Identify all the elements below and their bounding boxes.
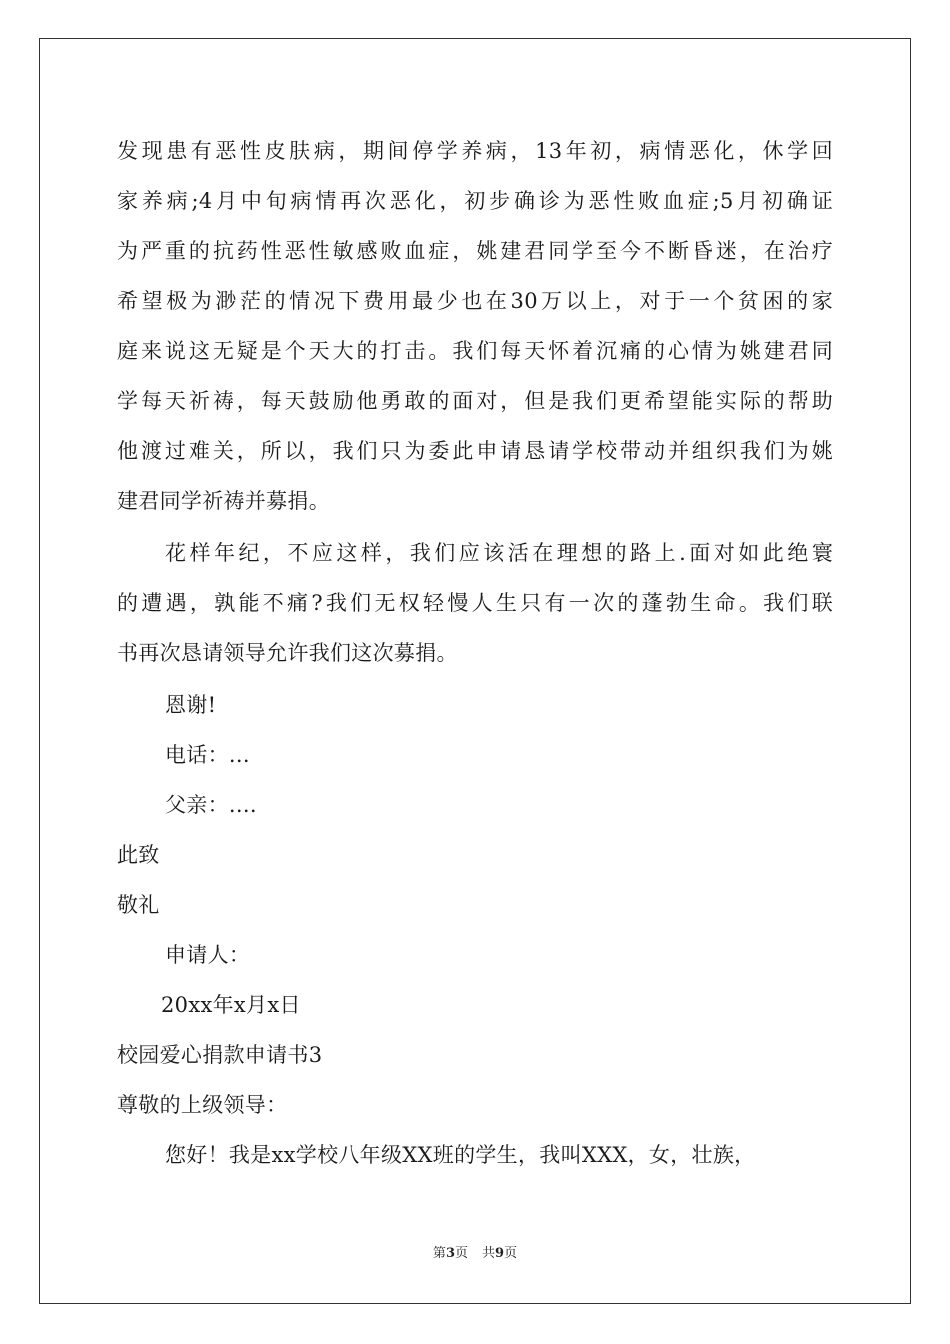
closing-line: 此致	[117, 843, 160, 867]
thanks-line: 恩谢!	[165, 693, 217, 717]
paragraph-line: 书再次恳请领导允许我们这次募捐。	[117, 641, 458, 665]
paragraph-line: 希望极为渺茫的情况下费用最少也在30万以上，对于一个贫困的家	[117, 289, 833, 313]
applicant-line: 申请人：	[165, 943, 251, 967]
paragraph-line: 学每天祈祷，每天鼓励他勇敢的面对，但是我们更希望能实际的帮助	[117, 389, 833, 413]
current-page-number: 3	[445, 1246, 455, 1261]
salutation-line: 敬礼	[117, 893, 160, 917]
section-title: 校园爱心捐款申请书3	[117, 1043, 323, 1067]
paragraph-line: 他渡过难关，所以，我们只为委此申请恳请学校带动并组织我们为姚	[117, 439, 833, 463]
greeting-line: 尊敬的上级领导：	[117, 1093, 288, 1117]
paragraph-line: 发现患有恶性皮肤病，期间停学养病，13年初，病情恶化，休学回	[117, 139, 833, 163]
paragraph-line: 您好！我是xx学校八年级XX班的学生，我叫XXX，女，壮族，	[165, 1143, 756, 1167]
total-suffix: 页	[504, 1246, 518, 1261]
page-prefix: 第	[432, 1246, 446, 1261]
total-page-number: 9	[495, 1246, 505, 1261]
total-prefix: 共	[482, 1246, 496, 1261]
paragraph-line: 庭来说这无疑是个天大的打击。我们每天怀着沉痛的心情为姚建君同	[117, 339, 833, 363]
phone-line: 电话：...	[165, 743, 250, 767]
paragraph-line: 家养病;4月中旬病情再次恶化，初步确诊为恶性败血症;5月初确证	[117, 189, 833, 213]
page-suffix: 页	[454, 1246, 468, 1261]
page-footer	[0, 1245, 950, 1263]
date-line: 20xx年x月x日	[161, 993, 301, 1017]
paragraph-line: 的遭遇，孰能不痛?我们无权轻慢人生只有一次的蓬勃生命。我们联	[117, 591, 833, 615]
father-line: 父亲：....	[165, 793, 257, 817]
paragraph-line: 建君同学祈祷并募捐。	[117, 489, 330, 513]
paragraph-line: 为严重的抗药性恶性敏感败血症，姚建君同学至今不断昏迷，在治疗	[117, 239, 833, 263]
paragraph-line: 花样年纪，不应这样，我们应该活在理想的路上.面对如此绝寰	[165, 541, 833, 565]
